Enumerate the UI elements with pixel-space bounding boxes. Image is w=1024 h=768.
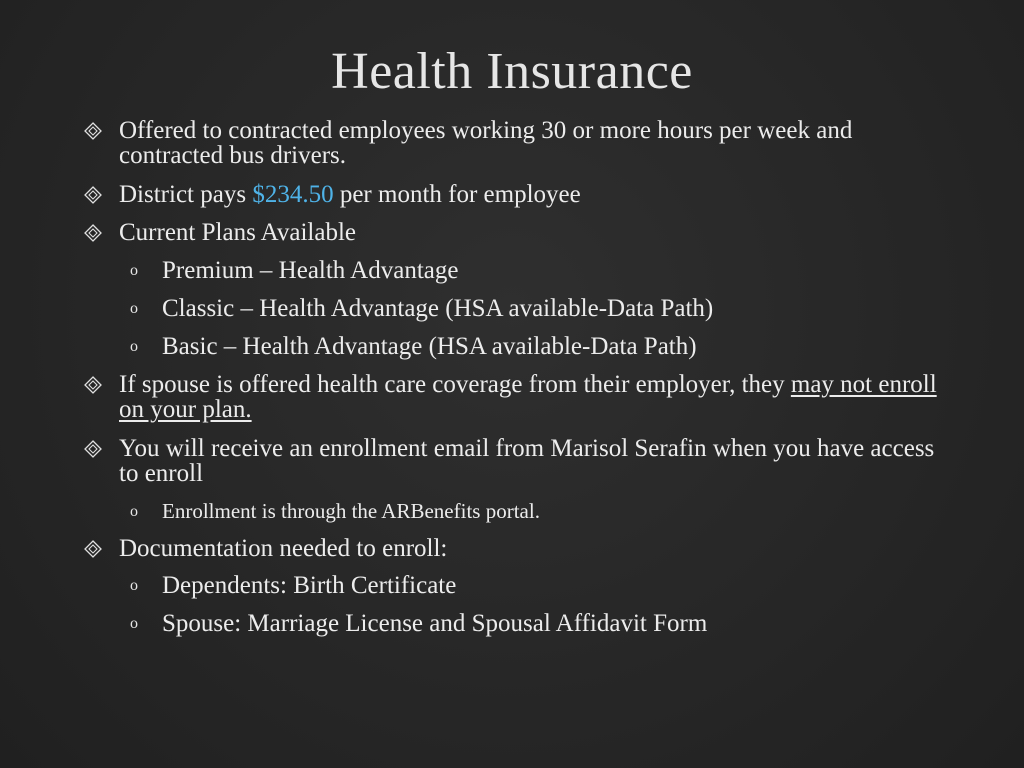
circle-bullet-icon: o bbox=[130, 300, 138, 317]
bullet-documentation bbox=[84, 536, 944, 561]
circle-bullet-icon: o bbox=[130, 338, 138, 355]
diamond-bullet-icon bbox=[84, 122, 102, 140]
bullet-text: Documentation needed to enroll: bbox=[119, 535, 448, 562]
sub-bullet-text: Basic – Health Advantage (HSA available-Data Path) bbox=[162, 333, 697, 360]
bullet-text: Offered to contracted employees working 30 or more hours per week and contracted bus drivers. bbox=[119, 117, 853, 169]
underlined-warning: may not enroll on your plan. bbox=[119, 371, 937, 423]
bullet-current-plans bbox=[84, 220, 944, 245]
sub-bullet-spouse-docs bbox=[84, 611, 944, 636]
slide-title: Health Insurance bbox=[331, 43, 693, 100]
bullet-text: Current Plans Available bbox=[119, 219, 356, 246]
diamond-bullet-icon bbox=[84, 440, 102, 458]
circle-bullet-icon: o bbox=[130, 503, 138, 520]
diamond-bullet-icon bbox=[84, 376, 102, 394]
sub-bullet-dependents bbox=[84, 573, 944, 598]
bullet-text-prefix: District pays bbox=[119, 181, 253, 208]
sub-bullet-classic bbox=[84, 296, 944, 321]
sub-bullet-portal bbox=[84, 499, 944, 524]
bullet-enrollment-email bbox=[84, 436, 944, 486]
sub-bullet-text: Classic – Health Advantage (HSA available-Data Path) bbox=[162, 295, 714, 322]
circle-bullet-icon: o bbox=[130, 577, 138, 594]
sub-bullet-text: Enrollment is through the ARBenefits portal. bbox=[162, 499, 540, 523]
bullet-list bbox=[84, 118, 944, 636]
sub-bullet-text: Premium – Health Advantage bbox=[162, 257, 459, 284]
circle-bullet-icon: o bbox=[130, 262, 138, 279]
district-amount: $234.50 bbox=[252, 181, 334, 208]
sub-bullet-text: Dependents: Birth Certificate bbox=[162, 572, 457, 599]
bullet-eligibility bbox=[84, 118, 944, 168]
sub-bullet-text: Spouse: Marriage License and Spousal Affidavit Form bbox=[162, 610, 708, 637]
sub-bullet-premium bbox=[84, 258, 944, 283]
bullet-text: If spouse is offered health care coverage from their employer, they bbox=[119, 371, 791, 398]
bullet-spouse-coverage bbox=[84, 372, 944, 422]
bullet-text-suffix: per month for employee bbox=[333, 181, 581, 208]
bullet-text: You will receive an enrollment email from Marisol Serafin when you have access to enroll bbox=[119, 435, 935, 487]
bullet-district-pays bbox=[84, 182, 944, 207]
sub-bullet-basic bbox=[84, 334, 944, 359]
diamond-bullet-icon bbox=[84, 224, 102, 242]
diamond-bullet-icon bbox=[84, 540, 102, 558]
diamond-bullet-icon bbox=[84, 186, 102, 204]
circle-bullet-icon: o bbox=[130, 615, 138, 632]
